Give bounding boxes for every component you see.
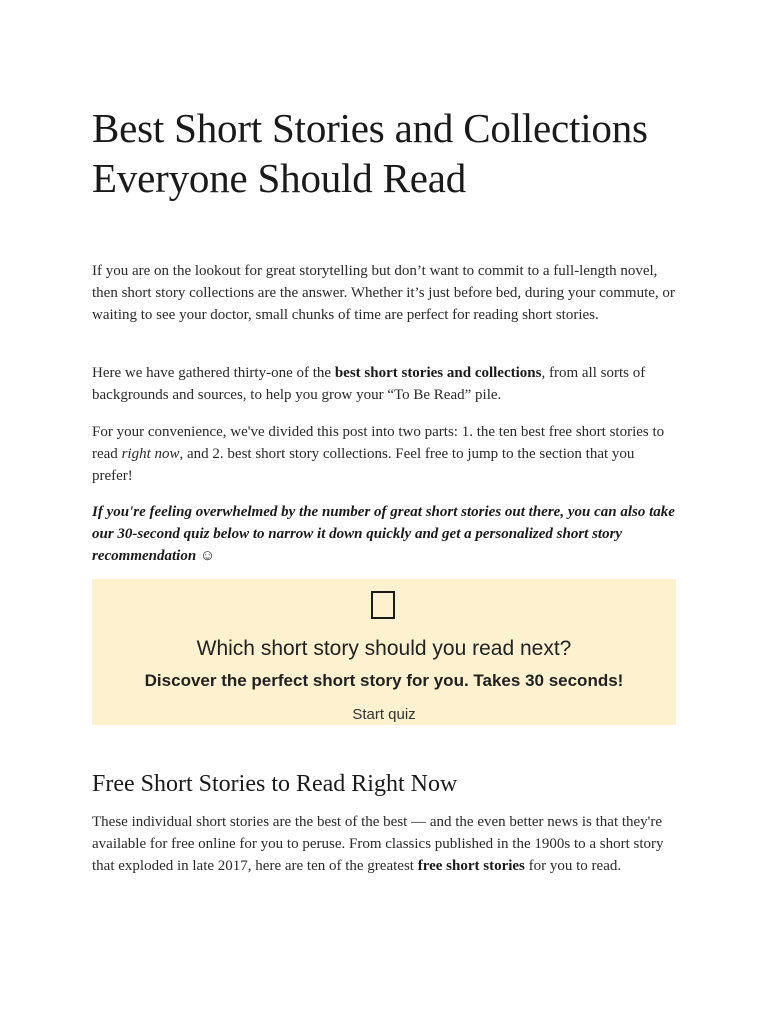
start-quiz-button[interactable]: Start quiz: [352, 706, 416, 723]
gathered-text-end: , from all sorts of backgrounds and sources, to help you grow your “To Be Read” pile.: [92, 365, 646, 403]
gathered-bold-text: best short stories and collections: [334, 365, 542, 381]
section-text-start: These individual short stories are the best of the best — and the even better news is that they're available for free online for you to peruse. From classics published in the 1900s to a short story that exploded in late 2017, here are ten of the greatest: [92, 814, 664, 874]
page-title: Best Short Stories and Collections Everyone Should Read: [92, 105, 648, 201]
convenience-paragraph: [92, 421, 676, 487]
section-heading: Free Short Stories to Read Right Now: [92, 771, 458, 797]
section-paragraph: [92, 811, 676, 877]
quiz-title: Which short story should you read next?: [196, 637, 572, 660]
quiz-banner: [92, 579, 676, 725]
gathered-text-start: Here we have gathered thirty-one of the: [92, 365, 335, 381]
quiz-callout-paragraph: If you're feeling overwhelmed by the number of great short stories out there, you can also take our 30-second quiz below to narrow it down quickly and get a personalized short story recommendation ☺: [92, 504, 675, 564]
section-bold-text: free short stories: [417, 858, 525, 874]
convenience-italic-text: right now: [121, 446, 180, 462]
quiz-subtitle: Discover the perfect short story for you. Takes 30 seconds!: [144, 671, 624, 690]
convenience-text-start: For your convenience, we've divided this post into two parts: 1. the ten best free short stories to read: [92, 424, 665, 462]
empty-box-icon: [371, 591, 395, 619]
convenience-text-end: , and 2. best short story collections. Feel free to jump to the section that you prefer!: [92, 446, 635, 484]
section-text-end: for you to read.: [524, 858, 622, 874]
gathered-paragraph: [92, 362, 676, 406]
intro-paragraph: If you are on the lookout for great storytelling but don’t want to commit to a full-length novel, then short story collections are the answer. Whether it’s just before bed, during your commute, or waiting to see your doctor, small chunks of time are perfect for reading short stories.: [92, 263, 675, 323]
